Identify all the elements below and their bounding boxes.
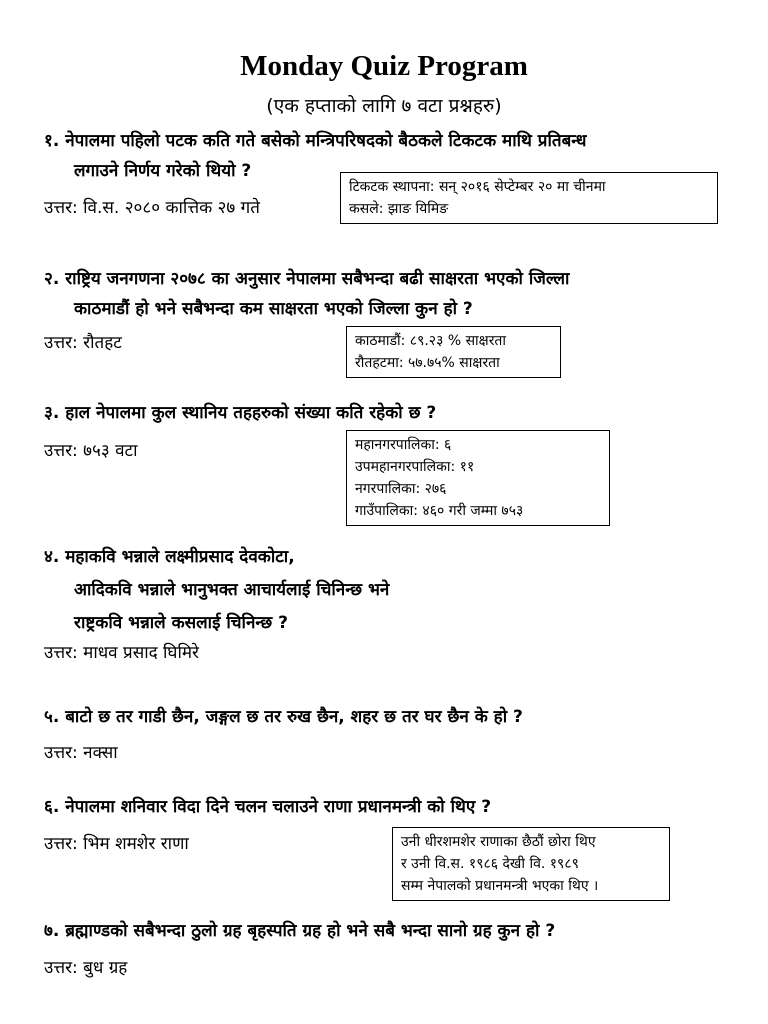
question-4-line-1: ४. महाकवि भन्नाले लक्ष्मीप्रसाद देवकोटा, <box>44 547 295 567</box>
note-2-line-2: रौतहटमा: ५७.७५% साक्षरता <box>355 355 500 371</box>
note-box-3 <box>346 430 610 526</box>
question-5 <box>44 702 744 732</box>
question-2-line-2: काठमाडौं हो भने सबैभन्दा कम साक्षरता भएको जिल्ला कुन हो ? <box>74 299 473 319</box>
page-subtitle: (एक हप्ताको लागि ७ वटा प्रश्नहरु) <box>266 95 502 117</box>
note-6-line-3: सम्म नेपालको प्रधानमन्त्री भएका थिए । <box>401 878 599 894</box>
note-1-line-2: कसले: झाङ यिमिङ <box>349 201 449 217</box>
question-1-line-2: लगाउने निर्णय गरेको थियो ? <box>74 161 252 181</box>
note-1-line-1: टिकटक स्थापना: सन् २०१६ सेप्टेम्बर २० मा चीनमा <box>349 179 606 195</box>
answer-7: उत्तर: बुध ग्रह <box>44 958 128 978</box>
question-4-line-3: राष्ट्रकवि भन्नाले कसलाई चिनिन्छ ? <box>74 613 288 633</box>
question-1-line-1: १. नेपालमा पहिलो पटक कति गते बसेको मन्त्रिपरिषदको बैठकले टिकटक माथि प्रतिबन्ध <box>44 131 587 151</box>
note-3-line-1: महानगरपालिका: ६ <box>355 437 452 453</box>
note-3-line-4: गाउँपालिका: ४६० गरी जम्मा ७५३ <box>355 503 524 519</box>
question-7-line-1: ७. ब्रह्माण्डको सबैभन्दा ठुलो ग्रह बृहस्पति ग्रह हो भने सबै भन्दा सानो ग्रह कुन हो ? <box>44 921 556 941</box>
answer-1: उत्तर: वि.स. २०८० कात्तिक २७ गते <box>44 198 260 218</box>
answer-6: उत्तर: भिम शमशेर राणा <box>44 834 189 854</box>
note-6-line-1: उनी धीरशमशेर राणाका छैठौं छोरा थिए <box>401 834 596 850</box>
note-3-line-3: नगरपालिका: २७६ <box>355 481 447 497</box>
answer-4: उत्तर: माधव प्रसाद घिमिरे <box>44 643 199 663</box>
question-5-line-1: ५. बाटो छ तर गाडी छैन, जङ्गल छ तर रुख छैन, शहर छ तर घर छैन के हो ? <box>44 707 523 727</box>
question-4 <box>44 541 744 640</box>
note-2-line-1: काठमाडौं: ८९.२३ % साक्षरता <box>355 333 507 349</box>
answer-2: उत्तर: रौतहट <box>44 333 122 353</box>
question-6-line-1: ६. नेपालमा शनिवार विदा दिने चलन चलाउने राणा प्रधानमन्त्री को थिए ? <box>44 797 492 817</box>
question-3 <box>44 398 744 428</box>
note-box-2 <box>346 326 561 378</box>
note-box-6 <box>392 827 670 901</box>
answer-5: उत्तर: नक्सा <box>44 743 118 763</box>
question-3-line-1: ३. हाल नेपालमा कुल स्थानिय तहहरुको संख्या कति रहेको छ ? <box>44 403 437 423</box>
note-3-line-2: उपमहानगरपालिका: ११ <box>355 459 475 475</box>
question-6 <box>44 792 744 822</box>
note-6-line-2: र उनी वि.स. १९८६ देखी वि. १९८९ <box>401 856 579 872</box>
question-2 <box>44 264 744 324</box>
answer-3: उत्तर: ७५३ वटा <box>44 441 138 461</box>
question-7 <box>44 916 744 946</box>
note-box-1 <box>340 172 718 224</box>
page-title: Monday Quiz Program <box>240 50 528 82</box>
question-2-line-1: २. राष्ट्रिय जनगणना २०७८ का अनुसार नेपालमा सबैभन्दा बढी साक्षरता भएको जिल्ला <box>44 269 570 289</box>
question-4-line-2: आदिकवि भन्नाले भानुभक्त आचार्यलाई चिनिन्छ भने <box>74 580 390 600</box>
